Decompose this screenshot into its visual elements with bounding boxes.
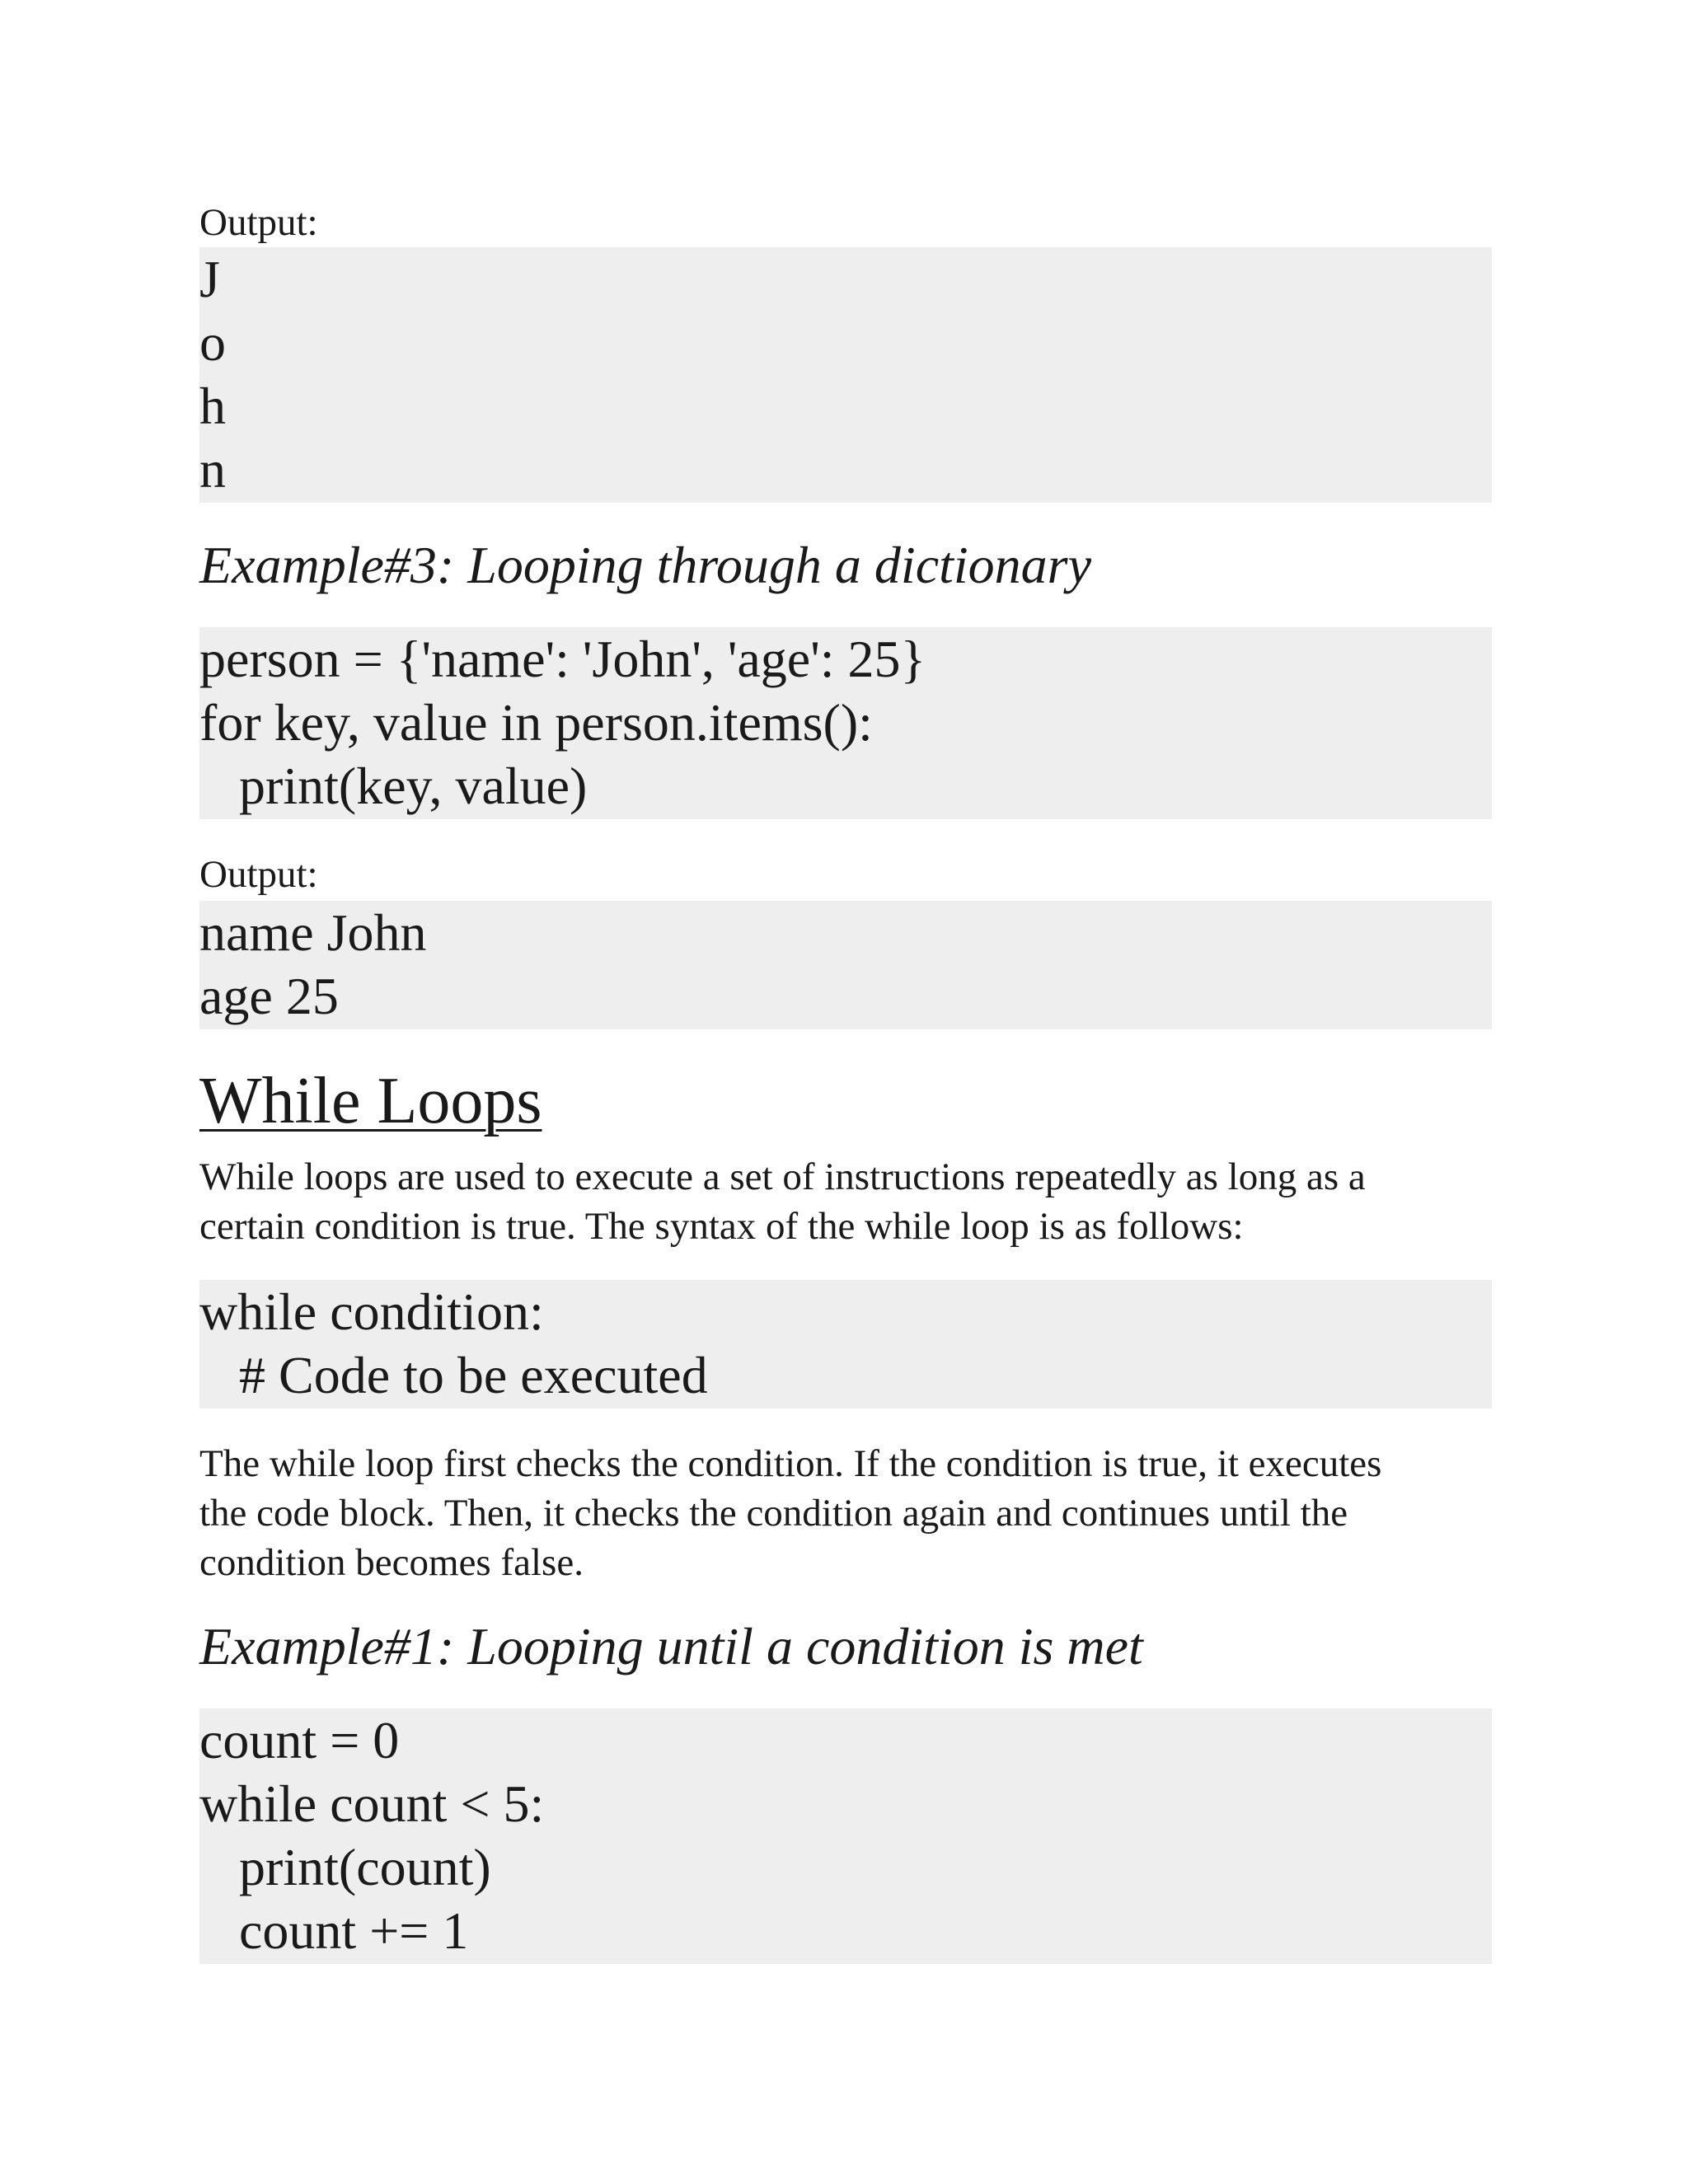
code-line: person = {'name': 'John', 'age': 25}	[199, 630, 926, 688]
output-block	[199, 901, 1492, 1029]
section-heading: While Loops	[199, 1065, 542, 1137]
output-label: Output:	[199, 201, 318, 244]
paragraph-line: The while loop first checks the condition. If the condition is true, it executes	[199, 1442, 1382, 1485]
code-line: count += 1	[239, 1901, 469, 1960]
code-line: # Code to be executed	[239, 1346, 708, 1404]
code-block	[199, 627, 1492, 819]
example-title: Example#3: Looping through a dictionary	[199, 536, 1091, 594]
paragraph-line: certain condition is true. The syntax of the while loop is as follows:	[199, 1205, 1244, 1248]
output-block	[199, 247, 1492, 503]
paragraph-line: condition becomes false.	[199, 1541, 584, 1584]
output-label: Output:	[199, 853, 318, 896]
code-line: print(key, value)	[239, 757, 588, 815]
output-line: name John	[199, 903, 427, 962]
code-block	[199, 1280, 1492, 1408]
example-title: Example#1: Looping until a condition is met	[199, 1617, 1143, 1675]
paragraph-line: While loops are used to execute a set of instructions repeatedly as long as a	[199, 1155, 1366, 1198]
code-block	[199, 1708, 1492, 1964]
output-line: age 25	[199, 967, 339, 1025]
output-line: h	[199, 377, 226, 435]
code-line: while condition:	[199, 1282, 544, 1341]
code-line: count = 0	[199, 1711, 400, 1769]
output-line: o	[199, 313, 226, 372]
output-line: J	[199, 250, 220, 308]
code-line: print(count)	[239, 1838, 491, 1896]
paragraph-line: the code block. Then, it checks the condition again and continues until the	[199, 1492, 1348, 1535]
code-line: for key, value in person.items():	[199, 693, 873, 752]
code-line: while count < 5:	[199, 1774, 545, 1833]
output-line: n	[199, 440, 226, 499]
